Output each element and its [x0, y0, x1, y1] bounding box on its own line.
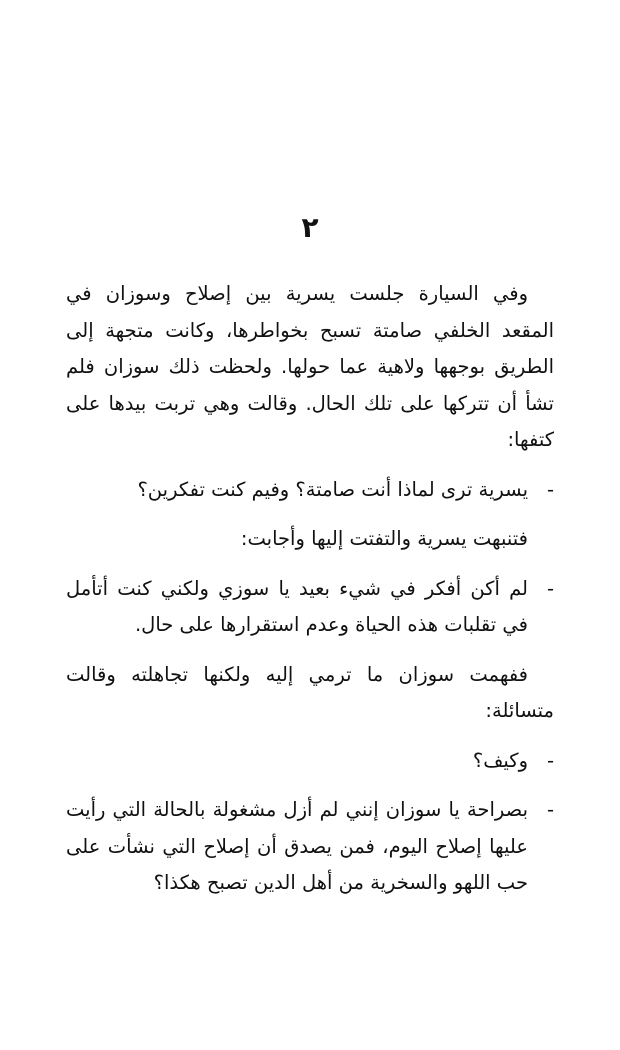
- chapter-text: [66, 276, 554, 915]
- dialogue-paragraph: [66, 571, 554, 644]
- dialogue-dash: -: [546, 798, 554, 821]
- narration-paragraph: فتنبهت يسرية والتفتت إليها وأجابت:: [240, 527, 528, 550]
- dialogue-paragraph: [66, 472, 554, 509]
- dialogue-dash: -: [546, 576, 554, 600]
- narration-paragraph: ففهمت سوزان ما ترمي إليه ولكنها تجاهلته وقالت متسائلة:: [66, 662, 554, 722]
- chapter-number: ٢: [301, 211, 319, 244]
- dialogue-dash: -: [546, 477, 554, 501]
- dialogue-text: وكيف؟: [472, 748, 528, 772]
- dialogue-paragraph: [66, 743, 554, 780]
- dialogue-text: لم أكن أفكر في شيء بعيد يا سوزي ولكني كنت أتأمل في تقلبات هذه الحياة وعدم استقرارها على حال.: [66, 576, 528, 636]
- narration-paragraph: وفي السيارة جلست يسرية بين إصلاح وسوزان في المقعد الخلفي صامتة تسبح بخواطرها، وكانت متجهة إلى الطريق بوجهها ولاهية عما حولها. ولحظت ذلك سوزان فلم تشأ أن تتركها على تلك الحال. وقالت وهي تربت بيدها على كتفها:: [66, 282, 554, 451]
- dialogue-text: يسرية ترى لماذا أنت صامتة؟ وفيم كنت تفكرين؟: [137, 477, 528, 501]
- dialogue-paragraph: [66, 792, 554, 902]
- dialogue-dash: -: [546, 748, 554, 772]
- dialogue-text: بصراحة يا سوزان إنني لم أزل مشغولة بالحالة التي رأيت عليها إصلاح اليوم، فمن يصدق أن إصلاح التي نشأت على حب اللهو والسخرية من أهل الدين تصبح هكذا؟: [66, 798, 528, 894]
